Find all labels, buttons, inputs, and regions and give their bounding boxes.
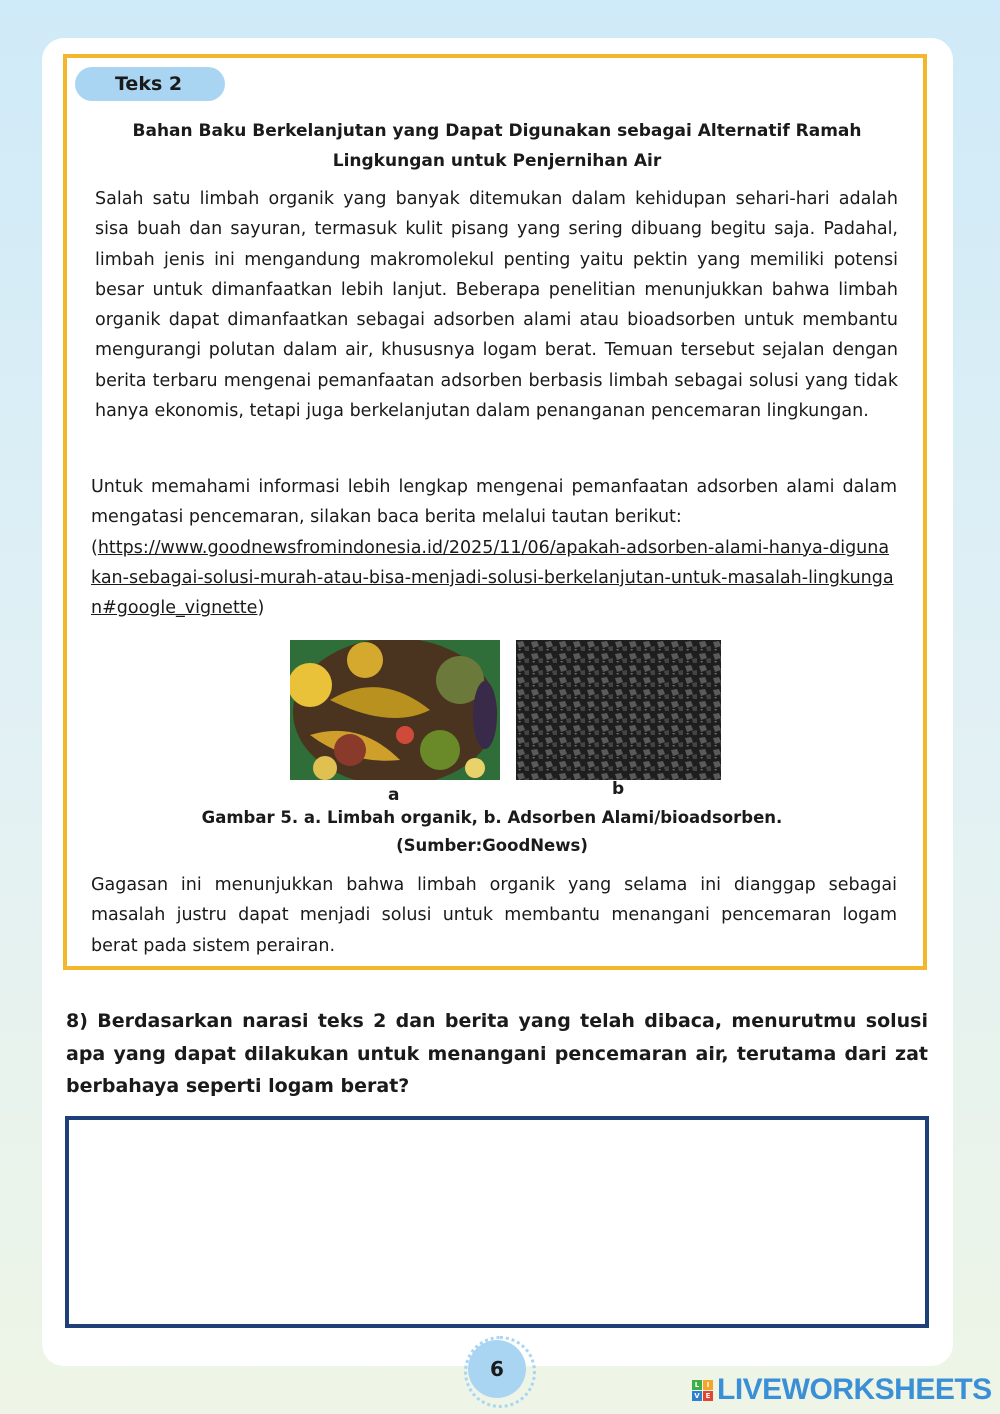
reading-text-frame — [63, 54, 927, 970]
liveworksheets-logo — [692, 1370, 992, 1410]
figure-label-a: a — [388, 785, 400, 805]
question-8: 8) Berdasarkan narasi teks 2 dan berita yang telah dibaca, menurutmu solusi apa yang dapat dilakukan untuk menangani pencemaran air, terutama dari zat berbahaya seperti logam berat? — [66, 1010, 928, 1097]
figure-caption — [117, 804, 867, 860]
link-open-paren: ( — [91, 537, 98, 558]
paragraph-2 — [91, 472, 897, 623]
caption-line-1: Gambar 5. a. Limbah organik, b. Adsorben Alami/bioadsorben. — [201, 808, 783, 827]
brand-name: LIVEWORKSHEETS — [717, 1373, 992, 1406]
answer-textbox[interactable] — [65, 1116, 929, 1328]
text-title: Bahan Baku Berkelanjutan yang Dapat Digunakan sebagai Alternatif Ramah Lingkungan untuk Penjernihan Air — [132, 121, 862, 171]
text-label-badge: Teks 2 — [75, 67, 225, 101]
bioadsorbent-image — [516, 640, 721, 780]
liveworksheets-icon: L I V E — [692, 1380, 713, 1401]
page-number: 6 — [468, 1340, 526, 1398]
organic-waste-image — [290, 640, 500, 780]
figure-label-b: b — [612, 779, 625, 799]
caption-line-2: (Sumber:GoodNews) — [396, 836, 588, 855]
paragraph-2-intro: Untuk memahami informasi lebih lengkap mengenai pemanfaatan adsorben alami dalam mengatasi pencemaran, silakan baca berita melalui tautan berikut: — [91, 477, 897, 528]
news-link[interactable]: https://www.goodnewsfromindonesia.id/2025/11/06/apakah-adsorben-alami-hanya-digunakan-sebagai-solusi-murah-atau-bisa-menjadi-solusi-berkelanjutan-untuk-masalah-lingkungan#google_vignette — [91, 537, 894, 619]
link-close-paren: ) — [257, 598, 265, 619]
paragraph-1: Salah satu limbah organik yang banyak ditemukan dalam kehidupan sehari-hari adalah sisa buah dan sayuran, termasuk kulit pisang yang sering dibuang begitu saja. Padahal, limbah jenis ini mengandung makromolekul penting yaitu pektin yang memiliki potensi besar untuk dimanfaatkan lebih lanjut. Beberapa penelitian menunjukkan bahwa limbah organik dapat dimanfaatkan sebagai adsorben alami atau bioadsorben untuk membantu mengurangi polutan dalam air, khususnya logam berat. Temuan tersebut sejalan dengan berita terbaru mengenai pemanfaatan adsorben berbasis limbah sebagai solusi yang tidak hanya ekonomis, tetapi juga berkelanjutan dalam penanganan pencemaran lingkungan. — [95, 189, 898, 422]
paragraph-3: Gagasan ini menunjukkan bahwa limbah organik yang selama ini dianggap sebagai masalah justru dapat menjadi solusi untuk membantu menangani pencemaran logam berat pada sistem perairan. — [91, 875, 897, 956]
